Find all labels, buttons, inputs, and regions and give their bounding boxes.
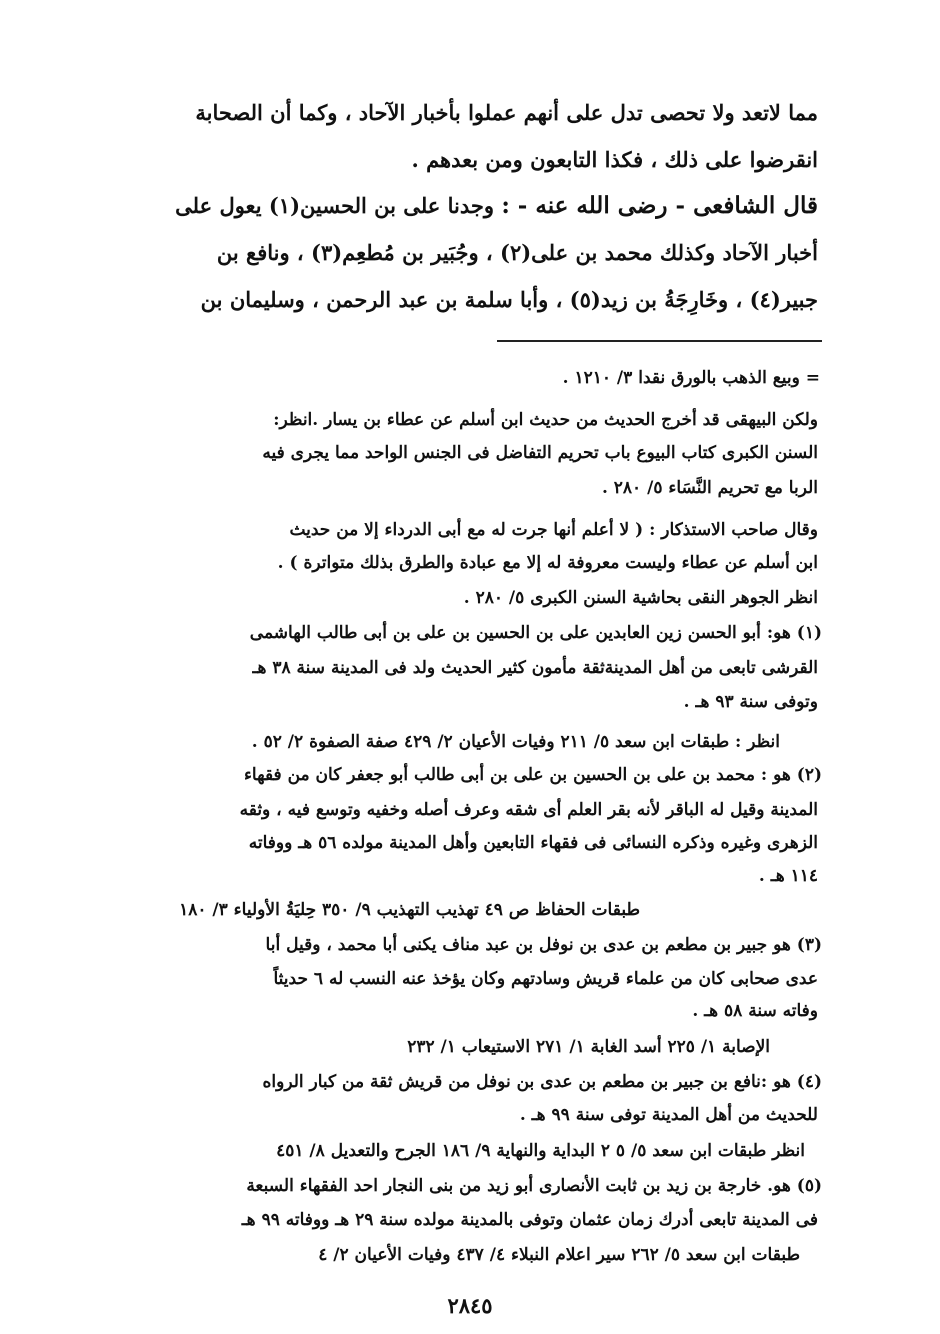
footnote-3-line-1: (٣) هو جبير بن مطعم بن عدى بن نوفل بن عبد مناف يكنى أبا محمد ، وقيل أبا (265, 935, 822, 955)
footnote-3-line-3: وفاته سنة ٥٨ هـ . (692, 1001, 818, 1021)
footnote-1-reference: انظر : طبقات ابن سعد ٥/ ٢١١ وفيات الأعيان ٢/ ٤٢٩ صفة الصفوة ٢/ ٥٢ . (251, 732, 780, 752)
footnote-cont-line-5: وقال صاحب الاستذكار : ( لا أعلم أنها جرت له مع أبى الدرداء إلا من حديث (289, 520, 818, 540)
main-text-line-4: أخبار الآحاد وكذلك محمد بن على(٢) ، وجُبَير بن مُطعِم(٣) ، ونافع بن (216, 240, 818, 265)
footnote-2-line-4: ١١٤ هـ . (758, 866, 818, 886)
footnote-4-reference: انظر طبقات ابن سعد ٥/ ٥ ٢ البداية والنهاية ٩/ ١٨٦ الجرح والتعديل ٨/ ٤٥١ (276, 1141, 805, 1161)
footnote-3-reference: الإصابة ١/ ٢٢٥ أسد الغابة ١/ ٢٧١ الاستيعاب ١/ ٢٣٢ (407, 1037, 770, 1057)
main-text-line-1: مما لاتعد ولا تحصى تدل على أنهم عملوا بأخبار الآحاد ، وكما أن الصحابة (195, 100, 818, 125)
footnote-1-line-1: (١) هو: أبو الحسن زين العابدين على بن الحسين بن على بن أبى طالب الهاشمى (249, 623, 822, 643)
footnote-5-reference: طبقات ابن سعد ٥/ ٢٦٢ سير اعلام النبلاء ٤/ ٤٣٧ وفيات الأعيان ٢/ ٤ (318, 1245, 800, 1265)
footnote-5-line-2: فى المدينة تابعى أدرك زمان عثمان وتوفى بالمدينة مولده سنة ٢٩ هـ ووفاته ٩٩ هـ (241, 1210, 818, 1230)
footnote-5-line-1: (٥) هو. خارجة بن زيد بن ثابت الأنصارى أبو زيد من بنى النجار احد الفقهاء السبعة (246, 1176, 822, 1196)
footnote-cont-line-2: ولكن البيهقى قد أخرج الحديث من حديث ابن أسلم عن عطاء بن يسار .انظر: (273, 410, 818, 430)
page-number: ٢٨٤٥ (447, 1293, 493, 1318)
footnote-separator (497, 340, 822, 342)
main-text-line-3 (175, 192, 818, 219)
footnote-cont-line-6: ابن أسلم عن عطاء وليست معروفة له إلا مع عبادة والطرق بذلك متواترة ) . (277, 553, 818, 573)
footnote-2-line-2: المدينة وقيل له الباقر لأنه بقر العلم أى شقه وعرف أصله وخفيه وتوسع فيه ، وثقه (239, 800, 818, 820)
footnote-2-reference: طبقات الحفاظ ص ٤٩ تهذيب التهذيب ٩/ ٣٥٠ حِليَةُ الأولياء ٣/ ١٨٠ (179, 900, 640, 920)
footnote-cont-line-4: الربا مع تحريم النَّسَاء ٥/ ٢٨٠ . (601, 478, 818, 498)
main-text-line-2: انقرضوا على ذلك ، فكذا التابعون ومن بعدهم . (411, 147, 818, 172)
footnote-4-line-2: للحديث من أهل المدينة توفى سنة ٩٩ هـ . (519, 1105, 818, 1125)
shafii-heading: قال الشافعى - رضى الله عنه - : (501, 192, 818, 219)
footnote-3-line-2: عدى صحابى كان من علماء قريش وسادتهم وكان يؤخذ عنه النسب له ٦ حديثاً (273, 969, 818, 989)
footnote-cont-line-3: السنن الكبرى كتاب البيوع باب تحريم التفاضل فى الجنس الواحد مما يجرى فيه (262, 443, 818, 463)
main-text-line-3-rest: وجدنا على بن الحسين(١) يعول على (175, 193, 502, 218)
footnote-cont-line-1: = وبيع الذهب بالورق نقدا ٣/ ١٢١٠ . (562, 368, 820, 388)
footnote-1-line-2: القرشى تابعى من أهل المدينةثقة مأمون كثير الحديث ولد فى المدينة سنة ٣٨ هـ (252, 658, 818, 678)
footnote-4-line-1: (٤) هو :نافع بن جبير بن مطعم بن عدى بن نوفل من قريش ثقة من كبار الرواه (262, 1072, 822, 1092)
footnote-1-line-3: وتوفى سنة ٩٣ هـ . (683, 692, 818, 712)
main-text-line-5: جبير(٤) ، وخَارِجَةُ بن زيد(٥) ، وأبا سلمة بن عبد الرحمن ، وسليمان بن (200, 287, 818, 312)
footnote-cont-line-7: انظر الجوهر النقى بحاشية السنن الكبرى ٥/ ٢٨٠ . (463, 588, 818, 608)
footnote-2-line-1: (٢) هو : محمد بن على بن الحسين بن على بن أبى طالب أبو جعفر كان من فقهاء (243, 765, 822, 785)
footnote-2-line-3: الزهرى وغيره وذكره النسائى فى فقهاء التابعين وأهل المدينة مولده ٥٦ هـ ووفاته (248, 833, 818, 853)
